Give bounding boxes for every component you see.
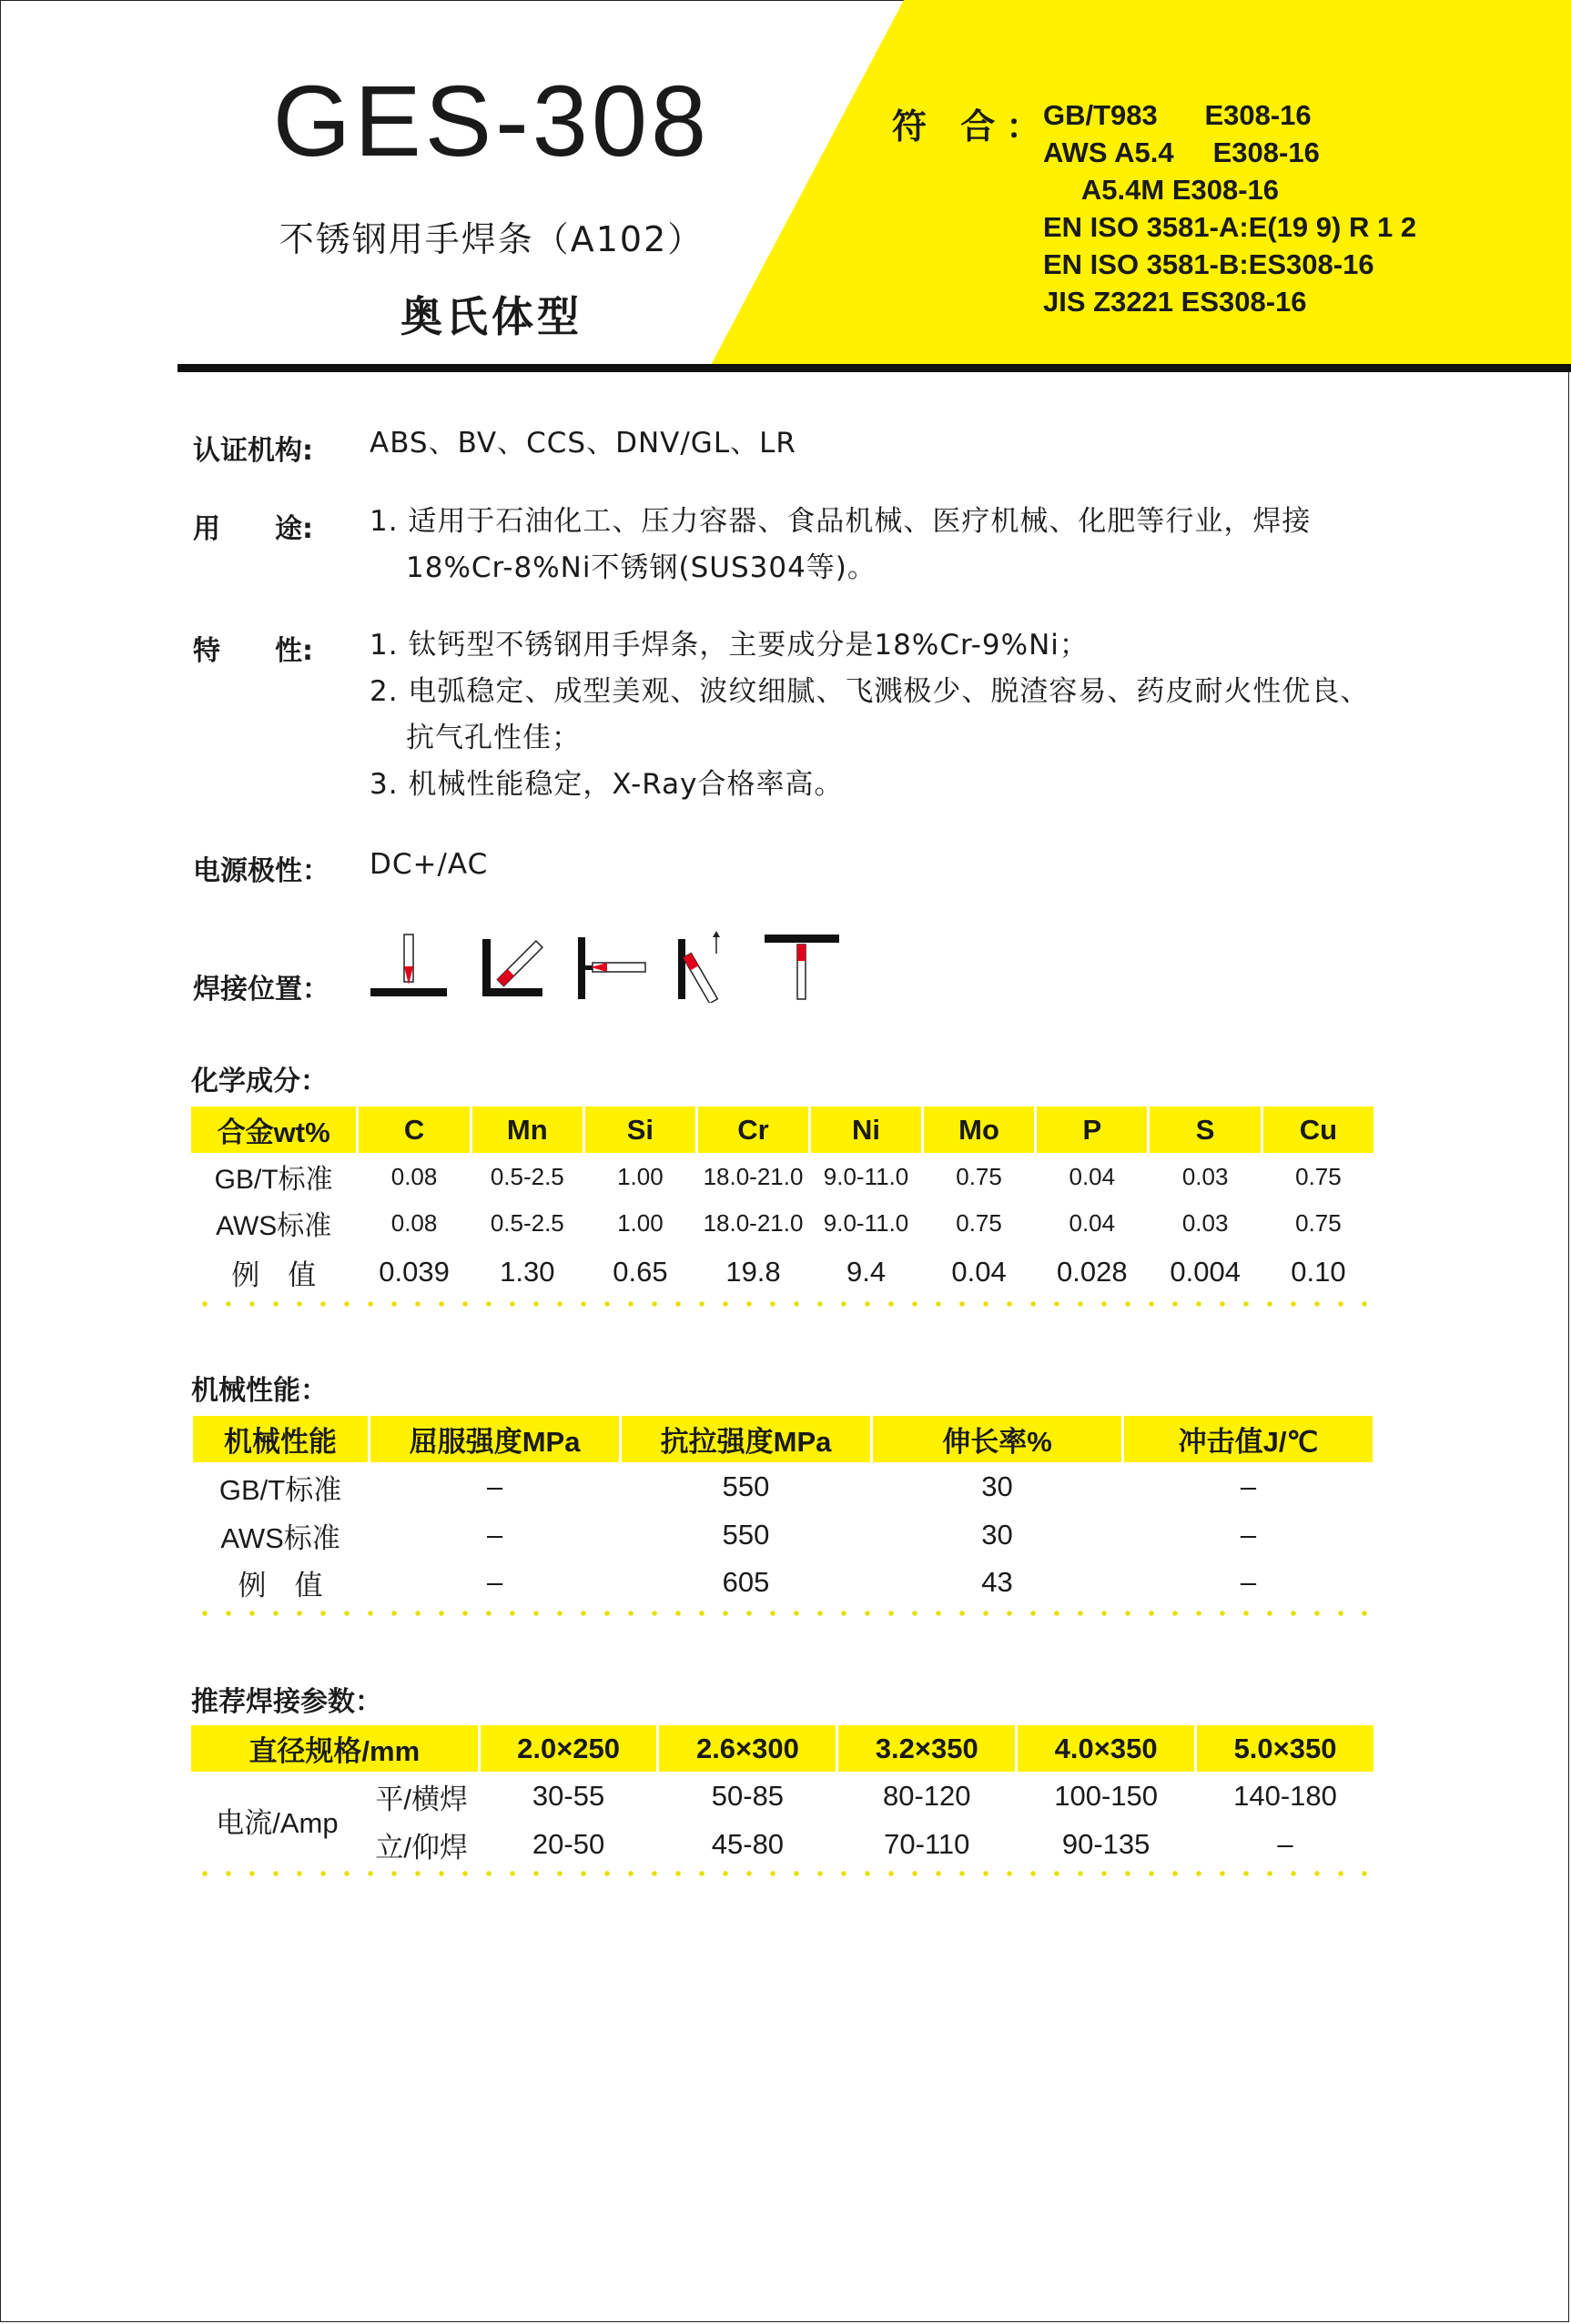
table-cell: 0.039: [379, 1256, 450, 1288]
table-cell: 0.03: [1181, 1208, 1229, 1237]
table-cell: 1.00: [617, 1208, 664, 1237]
standards-label: 符 合：: [892, 106, 1052, 147]
chem-header: Cu: [1263, 1106, 1373, 1153]
table-row: [191, 1772, 1373, 1821]
table-cell: –: [1240, 1470, 1257, 1502]
table-cell: –: [1240, 1519, 1257, 1551]
table-cell: 0.75: [956, 1208, 1002, 1237]
chem-header: Ni: [811, 1106, 921, 1153]
table-row: [191, 1246, 1373, 1298]
chem-header: Si: [585, 1106, 695, 1153]
table-cell: 43: [981, 1566, 1013, 1598]
table-cell: 0.04: [1069, 1208, 1116, 1237]
table-cell: 例 值: [238, 1569, 323, 1602]
table-cell: 9.0-11.0: [823, 1162, 909, 1190]
chem-header: P: [1037, 1106, 1147, 1153]
table-cell: 9.0-11.0: [823, 1208, 909, 1237]
welding-positions: [369, 930, 842, 1003]
cert-label: 认证机构:: [193, 435, 313, 467]
params-table: [188, 1725, 1376, 1868]
mech-title: 机械性能：: [191, 1375, 328, 1407]
polarity-value: DC+/AC: [370, 848, 489, 881]
table-row: [191, 1200, 1373, 1246]
table-cell: 80-120: [883, 1780, 971, 1812]
table-cell: 18.0-21.0: [703, 1162, 804, 1190]
cert-value: ABS、BV、CCS、DNV/GL、LR: [370, 427, 796, 460]
table-cell: 1.30: [500, 1256, 555, 1288]
product-type: 奥氏体型: [400, 292, 583, 341]
table-row: [193, 1511, 1373, 1559]
table-cell: 0.75: [1295, 1208, 1342, 1237]
table-cell: 550: [722, 1470, 770, 1502]
feature-item: 3. 机械性能稳定，X-Ray合格率高。: [370, 768, 844, 801]
params-header: 2.6×300: [659, 1725, 836, 1772]
table-cell: 18.0-21.0: [703, 1208, 804, 1237]
chem-header: Mn: [472, 1106, 583, 1153]
dotted-divider: [193, 1301, 1373, 1307]
features-list: [370, 622, 1371, 808]
params-header: 直径规格/mm: [191, 1725, 478, 1772]
table-cell: 0.75: [956, 1162, 1002, 1190]
chem-table: [188, 1106, 1376, 1298]
table-cell: 550: [722, 1519, 770, 1551]
table-cell: 605: [722, 1566, 770, 1598]
table-row: [193, 1559, 1373, 1606]
params-title: 推荐焊接参数：: [191, 1686, 382, 1718]
standard-item: EN ISO 3581-B:ES308-16: [1043, 248, 1374, 280]
table-cell: 立/仰焊: [375, 1831, 469, 1864]
table-cell: –: [486, 1470, 503, 1502]
product-title: GES-308: [272, 66, 711, 177]
chem-title: 化学成分：: [191, 1066, 328, 1097]
polarity-label: 电源极性：: [193, 855, 329, 887]
table-cell: 70-110: [884, 1828, 970, 1860]
positions-label: 焊接位置：: [193, 974, 329, 1005]
horizontal-fillet-icon: [482, 939, 542, 996]
dotted-divider: [193, 1871, 1373, 1876]
params-header: 5.0×350: [1197, 1725, 1373, 1772]
features-label: 特 性:: [193, 635, 313, 667]
chem-header: Mo: [924, 1106, 1034, 1153]
standard-item: JIS Z3221 ES308-16: [1043, 286, 1307, 318]
params-header: 3.2×350: [838, 1725, 1015, 1772]
table-cell: 9.4: [846, 1256, 887, 1288]
table-cell: 20-50: [532, 1828, 605, 1860]
params-header: 2.0×250: [481, 1725, 657, 1772]
table-row: [191, 1821, 1373, 1868]
table-cell: –: [1240, 1566, 1257, 1598]
header-rule: [177, 364, 1571, 372]
table-cell: 0.10: [1291, 1256, 1346, 1288]
mech-table: [190, 1416, 1375, 1606]
table-cell: 45-80: [711, 1828, 785, 1860]
mech-header: 伸长率%: [873, 1416, 1121, 1462]
table-row: [191, 1153, 1373, 1200]
usage-label: 用 途:: [193, 513, 313, 545]
usage-list: [370, 499, 1371, 591]
dotted-divider: [193, 1611, 1373, 1616]
table-cell: AWS标准: [216, 1211, 332, 1241]
table-cell: 例 值: [231, 1258, 317, 1291]
table-cell: 0.04: [951, 1256, 1007, 1288]
table-cell: 平/横焊: [375, 1783, 469, 1815]
table-cell: 30: [981, 1470, 1013, 1502]
feature-item: 2. 电弧稳定、成型美观、波纹细腻、飞溅极少、脱渣容易、药皮耐火性优良、抗气孔性佳；: [370, 675, 1370, 754]
usage-item: 1. 适用于石油化工、压力容器、食品机械、医疗机械、化肥等行业，焊接18%Cr-8%Ni不锈钢(SUS304等)。: [370, 505, 1312, 584]
table-cell: 50-85: [711, 1780, 785, 1812]
standard-item: EN ISO 3581-A:E(19 9) R 1 2: [1043, 211, 1417, 243]
table-cell: 0.004: [1170, 1256, 1241, 1288]
table-cell: 19.8: [725, 1256, 781, 1288]
table-cell: 140-180: [1233, 1780, 1337, 1812]
overhead-position-icon: [765, 935, 839, 999]
chem-header: S: [1150, 1106, 1260, 1153]
table-cell: 0.65: [613, 1256, 668, 1288]
params-header-row: [191, 1725, 1373, 1772]
mech-header: 冲击值J/℃: [1124, 1416, 1373, 1462]
standard-item: AWS A5.4 E308-16: [1043, 136, 1320, 168]
table-cell: GB/T标准: [218, 1473, 342, 1506]
table-cell: 0.75: [1295, 1162, 1342, 1190]
table-cell: 0.5-2.5: [490, 1162, 564, 1190]
chem-header: Cr: [698, 1106, 808, 1153]
table-cell: 0.028: [1057, 1256, 1128, 1288]
table-cell: 0.08: [390, 1162, 438, 1190]
standards-list: [1043, 96, 1416, 320]
table-cell: 0.5-2.5: [490, 1208, 564, 1237]
table-cell: 30-55: [532, 1780, 605, 1812]
table-row: [193, 1462, 1373, 1511]
table-cell: 90-135: [1061, 1828, 1150, 1860]
table-cell: 30: [981, 1519, 1013, 1551]
mech-header: 抗拉强度MPa: [622, 1416, 870, 1462]
table-cell: –: [486, 1566, 503, 1598]
table-cell: 1.00: [617, 1162, 664, 1190]
chem-header-row: [191, 1106, 1373, 1153]
chem-header: 合金wt%: [191, 1106, 356, 1153]
feature-item: 1. 钛钙型不锈钢用手焊条，主要成分是18%Cr-9%Ni；: [370, 629, 1089, 662]
mech-header-row: [193, 1416, 1373, 1462]
table-cell: 0.03: [1181, 1162, 1229, 1190]
product-subtitle: 不锈钢用手焊条（A102）: [279, 219, 704, 259]
mech-header: 屈服强度MPa: [370, 1416, 619, 1462]
horizontal-position-icon: [578, 937, 645, 999]
vertical-up-position-icon: [678, 931, 720, 1003]
table-cell: 0.04: [1069, 1162, 1116, 1190]
table-cell: 100-150: [1054, 1780, 1159, 1812]
mech-header: 机械性能: [193, 1416, 368, 1462]
standard-item: GB/T983 E308-16: [1043, 99, 1312, 131]
table-cell: AWS标准: [220, 1521, 340, 1554]
table-cell: –: [486, 1519, 503, 1551]
chem-header: C: [359, 1106, 469, 1153]
current-label: 电流/Amp: [216, 1806, 339, 1839]
standard-item: A5.4M E308-16: [1043, 174, 1280, 206]
flat-position-icon: [370, 935, 447, 996]
table-cell: 0.08: [390, 1208, 438, 1237]
table-cell: –: [1277, 1828, 1293, 1860]
params-header: 4.0×350: [1018, 1725, 1194, 1772]
table-cell: GB/T标准: [214, 1165, 333, 1195]
